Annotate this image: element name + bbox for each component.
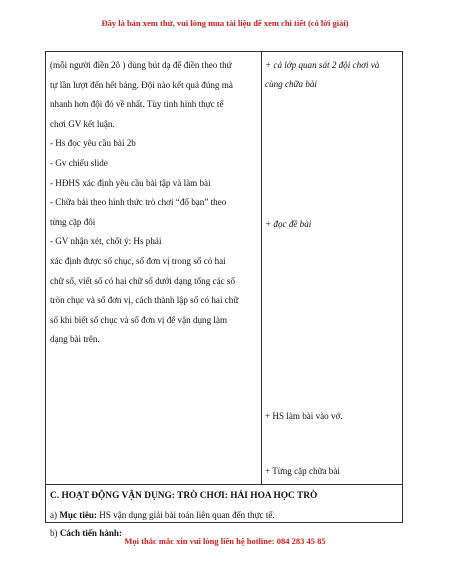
left-line: (mỗi người điền 2ô ) dùng bút dạ để điền theo thứ [50, 60, 232, 70]
left-line: - Chữa bài theo hình thức trò chơi “đố bạn” theo [50, 197, 227, 208]
column-divider [261, 52, 262, 484]
student-note-read [265, 215, 400, 234]
student-note-pairs [265, 462, 400, 481]
method-label: Cách tiến hành: [59, 528, 123, 539]
hotline-footer: Mọi thắc mắc xin vui lòng liên hệ hotline: 084 283 45 85 [124, 536, 326, 546]
left-line: - GV nhận xét, chốt ý: Hs phải [50, 236, 162, 247]
left-line: dạng bài trên. [50, 334, 100, 345]
goal-label: Mục tiêu: [59, 509, 97, 520]
section-c [50, 487, 398, 543]
left-line: từng cặp đôi [50, 216, 96, 227]
right-line: + cả lớp quan sát 2 đội chơi và [265, 60, 380, 70]
row-divider [46, 484, 402, 485]
left-line: - HĐHS xác định yêu cầu bài tập và làm bài [50, 177, 211, 188]
goal-line [50, 506, 398, 525]
left-line: tròn chục và số đơn vị, cách thành lập số có hai chữ [50, 295, 239, 306]
goal-text: HS vận dụng giải bài toán liên quan đến thực tế. [96, 509, 275, 520]
left-line: tự lần lượt đến hết bảng. Đội nào kết quả đúng mà [50, 79, 233, 90]
goal-prefix: a) [50, 509, 60, 520]
student-note-notebook [265, 407, 400, 426]
right-line: cùng chữa bài [265, 79, 317, 89]
left-line: xác định được số chục, số đơn vị trong số có hai [50, 255, 226, 266]
method-prefix: b) [50, 528, 60, 539]
left-line: chữ số, viết số có hai chữ số dưới dạng tổng các số [50, 275, 236, 286]
right-line: + Từng cặp chữa bài [265, 466, 340, 476]
section-c-heading: C. HOẠT ĐỘNG VẬN DỤNG: TRÒ CHƠI: HÁI HOA HỌC TRÒ [50, 491, 318, 501]
left-line: nhanh hơn đội đó về nhất. Tùy tình hình thực tế [50, 99, 224, 110]
left-line: chơi GV kết luận. [50, 118, 115, 129]
right-line: + đọc đề bài [265, 219, 312, 229]
lesson-table [45, 51, 403, 539]
left-line: - Hs đọc yêu cầu bài 2b [50, 138, 136, 149]
left-line: - Gv chiếu slide [50, 157, 108, 168]
right-line: + HS làm bài vào vở. [265, 411, 343, 421]
left-line: số khi biết số chục và số đơn vị để vận dụng làm [50, 314, 228, 325]
preview-notice-banner: Đây là bản xem thử, vui lòng mua tài liệu để xem chi tiết (có lời giải) [101, 18, 349, 28]
student-note-observe [265, 56, 400, 94]
teacher-activity-column [50, 56, 258, 350]
